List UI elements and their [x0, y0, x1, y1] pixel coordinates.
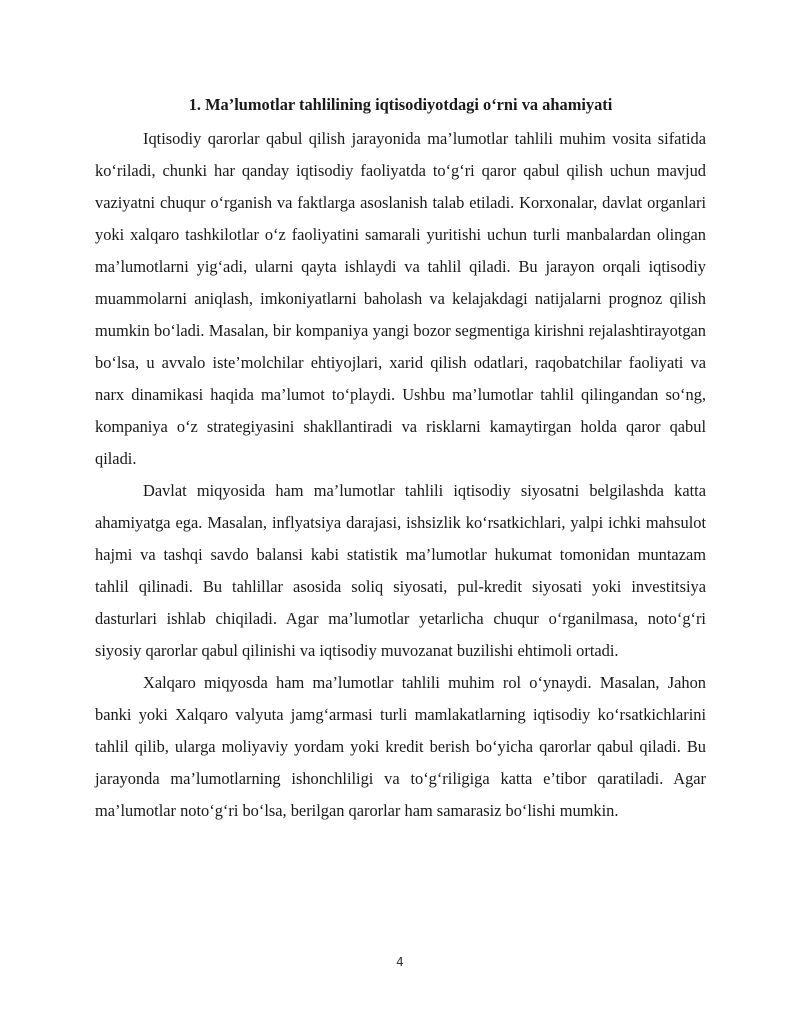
- paragraph-3: Xalqaro miqyosda ham ma’lumotlar tahlili muhim rol o‘ynaydi. Masalan, Jahon banki yoki Xalqaro valyuta jamg‘armasi turli mamlakatlarning iqtisodiy ko‘rsatkichlarini tahlil qilib, ularga moliyaviy yordam yoki kredit berish bo‘yicha qarorlar qabul qiladi. Bu jarayonda ma’lumotlarning ishonchliligi va to‘g‘riligiga katta e’tibor qaratiladi. Agar ma’lumotlar noto‘g‘ri bo‘lsa, berilgan qarorlar ham samarasiz bo‘lishi mumkin.: [95, 673, 706, 820]
- section-title: 1. Ma’lumotlar tahlilining iqtisodiyotdagi o‘rni va ahamiyati: [188, 95, 613, 114]
- page-content: [95, 93, 706, 827]
- paragraph-2: Davlat miqyosida ham ma’lumotlar tahlili iqtisodiy siyosatni belgilashda katta ahamiyatga ega. Masalan, inflyatsiya darajasi, ishsizlik ko‘rsatkichlari, yalpi ichki mahsulot hajmi va tashqi savdo balansi kabi statistik ma’lumotlar hukumat tomonidan muntazam tahlil qilinadi. Bu tahlillar asosida soliq siyosati, pul-kredit siyosati yoki investitsiya dasturlari ishlab chiqiladi. Agar ma’lumotlar yetarlicha chuqur o‘rganilmasa, noto‘g‘ri siyosiy qarorlar qabul qilinishi va iqtisodiy muvozanat buzilishi ehtimoli ortadi.: [95, 481, 706, 660]
- page-number: 4: [396, 955, 404, 969]
- paragraph-1: Iqtisodiy qarorlar qabul qilish jarayonida ma’lumotlar tahlili muhim vosita sifatida ko‘riladi, chunki har qanday iqtisodiy faoliyatda to‘g‘ri qaror qabul qilish uchun mavjud vaziyatni chuqur o‘rganish va faktlarga asoslanish talab etiladi. Korxonalar, davlat organlari yoki xalqaro tashkilotlar o‘z faoliyatini samarali yuritishi uchun turli manbalardan olingan ma’lumotlarni yig‘adi, ularni qayta ishlaydi va tahlil qiladi. Bu jarayon orqali iqtisodiy muammolarni aniqlash, imkoniyatlarni baholash va kelajakdagi natijalarni prognoz qilish mumkin bo‘ladi. Masalan, bir kompaniya yangi bozor segmentiga kirishni rejalashtirayotgan bo‘lsa, u avvalo iste’molchilar ehtiyojlari, xarid qilish odatlari, raqobatchilar faoliyati va narx dinamikasi haqida ma’lumot to‘playdi. Ushbu ma’lumotlar tahlil qilingandan so‘ng, kompaniya o‘z strategiyasini shakllantiradi va risklarni kamaytirgan holda qaror qabul qiladi.: [95, 129, 706, 468]
